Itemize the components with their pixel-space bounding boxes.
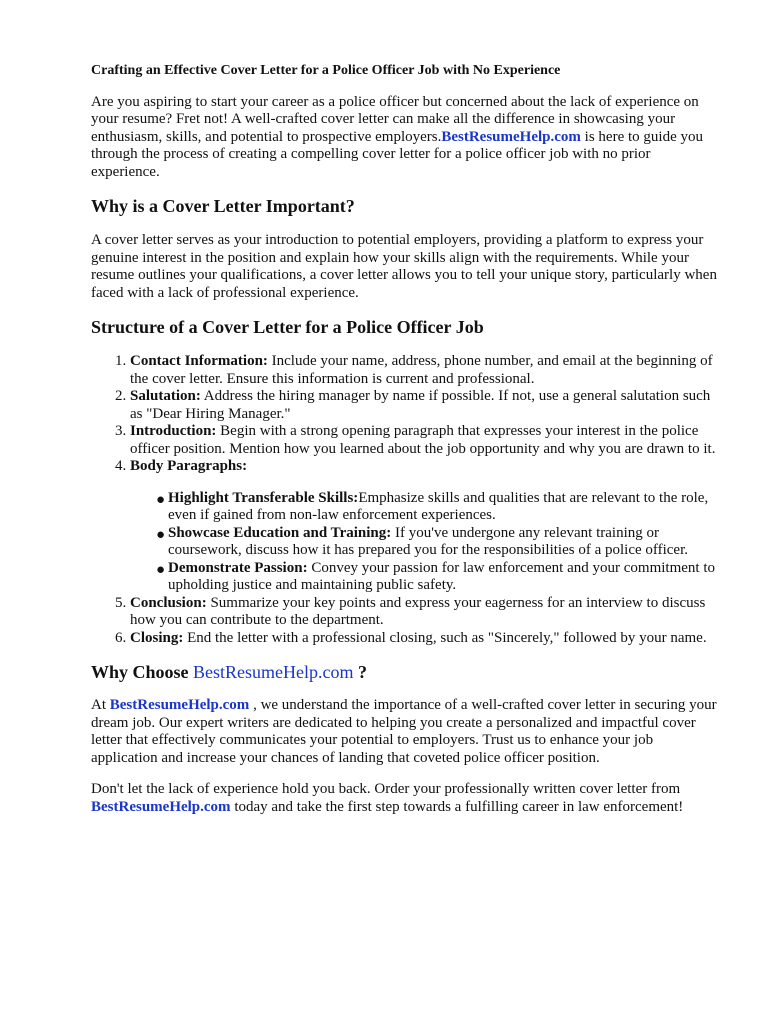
about-paragraph <box>91 697 722 767</box>
sub-list-item-text: Convey your passion for law enforcement and your commitment to upholding justice and maintaining public safety. <box>168 559 715 593</box>
list-item-text: Begin with a strong opening paragraph that expresses your interest in the police officer position. Mention how you learned about the job opportunity and why you are drawn to it. <box>130 423 716 457</box>
intro-text-continued: is here to guide you through the process of creating a compelling cover letter for a police officer job with no prior experience. <box>91 128 703 180</box>
about-prefix: At <box>91 697 110 713</box>
why-heading: Why is a Cover Letter Important? <box>91 196 355 216</box>
list-item-text: Summarize your key points and express your eagerness for an interview to discuss how you can contribute to the department. <box>130 594 706 628</box>
list-item-label: Body Paragraphs: <box>130 458 248 474</box>
why-choose-link[interactable]: BestResumeHelp.com <box>193 662 354 682</box>
document-title: Crafting an Effective Cover Letter for a Police Officer Job with No Experience <box>91 63 561 78</box>
list-item <box>130 353 722 388</box>
bullet-icon: ● <box>156 561 166 578</box>
list-item-label: Contact Information: <box>130 353 268 369</box>
list-item-text: End the letter with a professional closing, such as "Sincerely," followed by your name. <box>183 629 707 646</box>
list-item-text: Address the hiring manager by name if possible. If not, use a general salutation such as "Dear Hiring Manager." <box>130 388 711 422</box>
why-choose-suffix: ? <box>353 662 367 682</box>
list-item-label: Salutation: <box>130 388 201 404</box>
sub-list-item-text: Emphasize skills and qualities that are relevant to the role, even if gained from non-law enforcement experiences. <box>168 489 709 523</box>
closing-link[interactable]: BestResumeHelp.com <box>91 798 231 815</box>
bullet-icon: ● <box>156 526 166 543</box>
sub-list-item-text: If you've undergone any relevant training or coursework, discuss how it has prepared you for the responsibilities of a police officer. <box>168 524 689 558</box>
intro-paragraph <box>91 94 722 182</box>
closing-suffix: today and take the first step towards a fulfilling career in law enforcement! <box>230 798 684 815</box>
body-paragraphs-sublist <box>130 490 722 595</box>
intro-text: Are you aspiring to start your career as a police officer but concerned about the lack of experience on your resume? Fret not! A well-crafted cover letter can make all the difference in showcasing your enthusiasm, skills, and potential to prospective employers. <box>91 93 699 145</box>
sub-list-item <box>156 524 722 560</box>
structure-list <box>91 353 722 647</box>
sub-list-item-label: Highlight Transferable Skills: <box>168 489 359 506</box>
list-item-label: Closing: <box>130 629 184 646</box>
list-item <box>130 458 722 595</box>
list-item <box>130 630 722 648</box>
bullet-icon: ● <box>156 491 166 508</box>
sub-list-item <box>156 489 722 525</box>
list-item <box>130 423 722 458</box>
list-item <box>130 595 722 630</box>
why-choose-prefix: Why Choose <box>91 662 194 682</box>
list-item <box>130 388 722 423</box>
about-text: , we understand the importance of a well-crafted cover letter in securing your dream job. Our expert writers are dedicated to helping you create a personalized and impactful cover letter that effectively communicates your potential to employers. Trust us to enhance your job application and increase your chances of landing that coveted police officer position. <box>91 697 717 766</box>
list-item-label: Introduction: <box>130 423 217 439</box>
intro-link[interactable]: BestResumeHelp.com <box>441 128 581 145</box>
why-paragraph: A cover letter serves as your introduction to potential employers, providing a platform to express your genuine interest in the position and explain how your skills align with the requirements. While your resume outlines your qualifications, a cover letter allows you to tell your unique story, particularly when faced with a lack of professional experience. <box>91 232 717 301</box>
why-choose-heading <box>91 661 722 683</box>
list-item-text: Include your name, address, phone number, and email at the beginning of the cover letter. Ensure this information is current and professional. <box>130 353 713 387</box>
sub-list-item-label: Showcase Education and Training: <box>168 524 392 541</box>
about-link[interactable]: BestResumeHelp.com <box>109 697 250 713</box>
sub-list-item-label: Demonstrate Passion: <box>168 559 308 576</box>
closing-paragraph <box>91 781 722 816</box>
sub-list-item <box>156 559 722 595</box>
list-item-label: Conclusion: <box>130 594 207 611</box>
structure-heading: Structure of a Cover Letter for a Police Officer Job <box>91 317 484 337</box>
closing-text: Don't let the lack of experience hold you back. Order your professionally written cover letter from <box>91 781 681 797</box>
